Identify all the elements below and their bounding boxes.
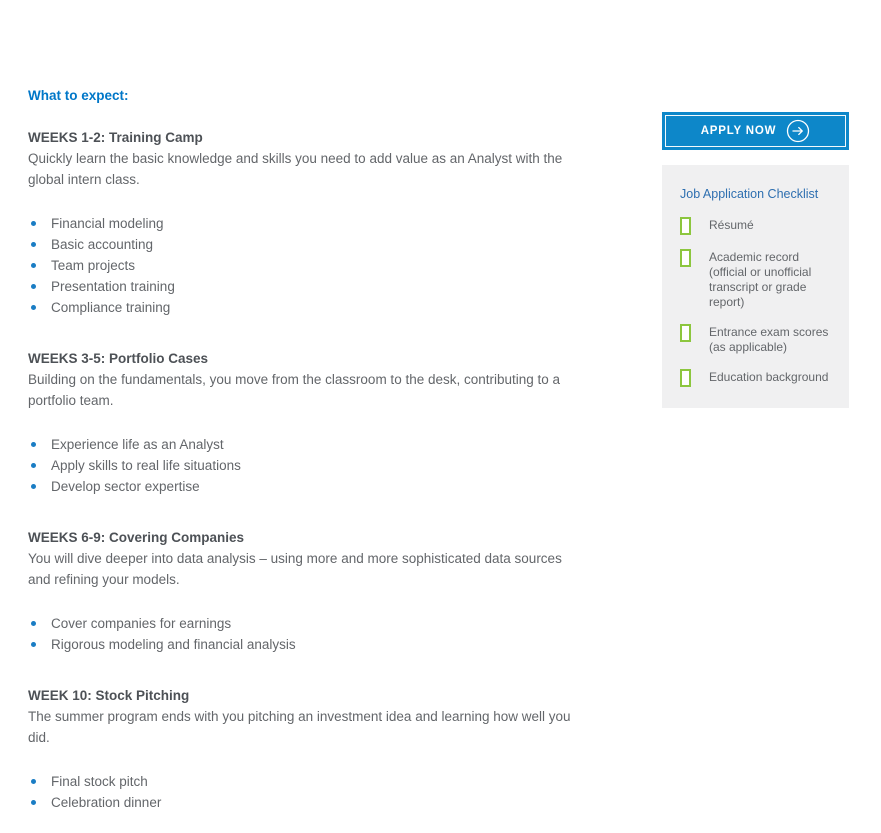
list-item-label: Develop sector expertise — [51, 479, 200, 494]
apply-now-label: APPLY NOW — [700, 125, 777, 137]
list-item-label: Compliance training — [51, 300, 171, 315]
list-item — [28, 297, 574, 318]
list-item — [28, 213, 574, 234]
bullet-dot-icon — [31, 621, 36, 626]
section-heading: WEEKS 6-9: Covering Companies — [28, 530, 245, 545]
list-item — [28, 792, 574, 813]
bullet-dot-icon — [31, 642, 36, 647]
list-item-label: Team projects — [51, 258, 136, 273]
bullet-list — [28, 213, 574, 318]
section-heading: WEEKS 1-2: Training Camp — [28, 130, 203, 145]
checklist-item-resume — [680, 218, 831, 235]
list-item-label: Apply skills to real life situations — [51, 458, 241, 473]
bullet-dot-icon — [31, 800, 36, 805]
empty-checkbox-icon — [680, 249, 691, 267]
list-item-label: Experience life as an Analyst — [51, 437, 224, 452]
list-item — [28, 255, 574, 276]
list-item-label: Cover companies for earnings — [51, 616, 232, 631]
section-body: Building on the fundamentals, you move from the classroom to the desk, contributing to a portfolio team. — [28, 372, 561, 408]
checklist-item-label: Entrance exam scores (as applicable) — [709, 325, 829, 354]
arrow-right-circle-icon — [786, 119, 810, 143]
checklist-item-academic-record — [680, 250, 831, 310]
checklist-item-label: Education background — [709, 370, 829, 384]
checklist-item-label: Résumé — [709, 218, 754, 232]
bullet-dot-icon — [31, 263, 36, 268]
section-heading: WEEKS 3-5: Portfolio Cases — [28, 351, 209, 366]
list-item-label: Financial modeling — [51, 216, 164, 231]
section-week-10 — [28, 685, 574, 813]
empty-checkbox-icon — [680, 217, 691, 235]
bullet-dot-icon — [31, 484, 36, 489]
list-item — [28, 476, 574, 497]
checklist-item-entrance-exam — [680, 325, 831, 355]
list-item — [28, 234, 574, 255]
section-weeks-6-9 — [28, 527, 574, 655]
bullet-dot-icon — [31, 305, 36, 310]
section-weeks-1-2 — [28, 127, 574, 318]
list-item — [28, 276, 574, 297]
list-item — [28, 434, 574, 455]
checklist-item-education-background — [680, 370, 831, 387]
empty-checkbox-icon — [680, 369, 691, 387]
bullet-dot-icon — [31, 284, 36, 289]
list-item — [28, 613, 574, 634]
section-body: Quickly learn the basic knowledge and skills you need to add value as an Analyst with the global intern class. — [28, 151, 563, 187]
bullet-list — [28, 613, 574, 655]
list-item — [28, 634, 574, 655]
bullet-dot-icon — [31, 442, 36, 447]
sidebar — [662, 112, 849, 408]
list-item — [28, 455, 574, 476]
list-item-label: Basic accounting — [51, 237, 154, 252]
section-body: The summer program ends with you pitching an investment idea and learning how well you did. — [28, 709, 571, 745]
bullet-dot-icon — [31, 463, 36, 468]
bullet-list — [28, 771, 574, 813]
apply-now-button[interactable] — [662, 112, 849, 150]
list-item-label: Celebration dinner — [51, 795, 162, 810]
main-content — [28, 85, 574, 813]
list-item-label: Presentation training — [51, 279, 175, 294]
intro-heading: What to expect: — [28, 88, 129, 103]
job-application-checklist-panel — [662, 165, 849, 408]
bullet-list — [28, 434, 574, 497]
bullet-dot-icon — [31, 221, 36, 226]
section-body: You will dive deeper into data analysis – using more and more sophisticated data sources and refining your models. — [28, 551, 562, 587]
checklist-item-label: Academic record (official or unofficial transcript or grade report) — [709, 250, 812, 309]
bullet-dot-icon — [31, 779, 36, 784]
bullet-dot-icon — [31, 242, 36, 247]
empty-checkbox-icon — [680, 324, 691, 342]
section-heading: WEEK 10: Stock Pitching — [28, 688, 190, 703]
section-weeks-3-5 — [28, 348, 574, 497]
list-item — [28, 771, 574, 792]
checklist-title: Job Application Checklist — [680, 187, 819, 201]
list-item-label: Rigorous modeling and financial analysis — [51, 637, 296, 652]
list-item-label: Final stock pitch — [51, 774, 148, 789]
